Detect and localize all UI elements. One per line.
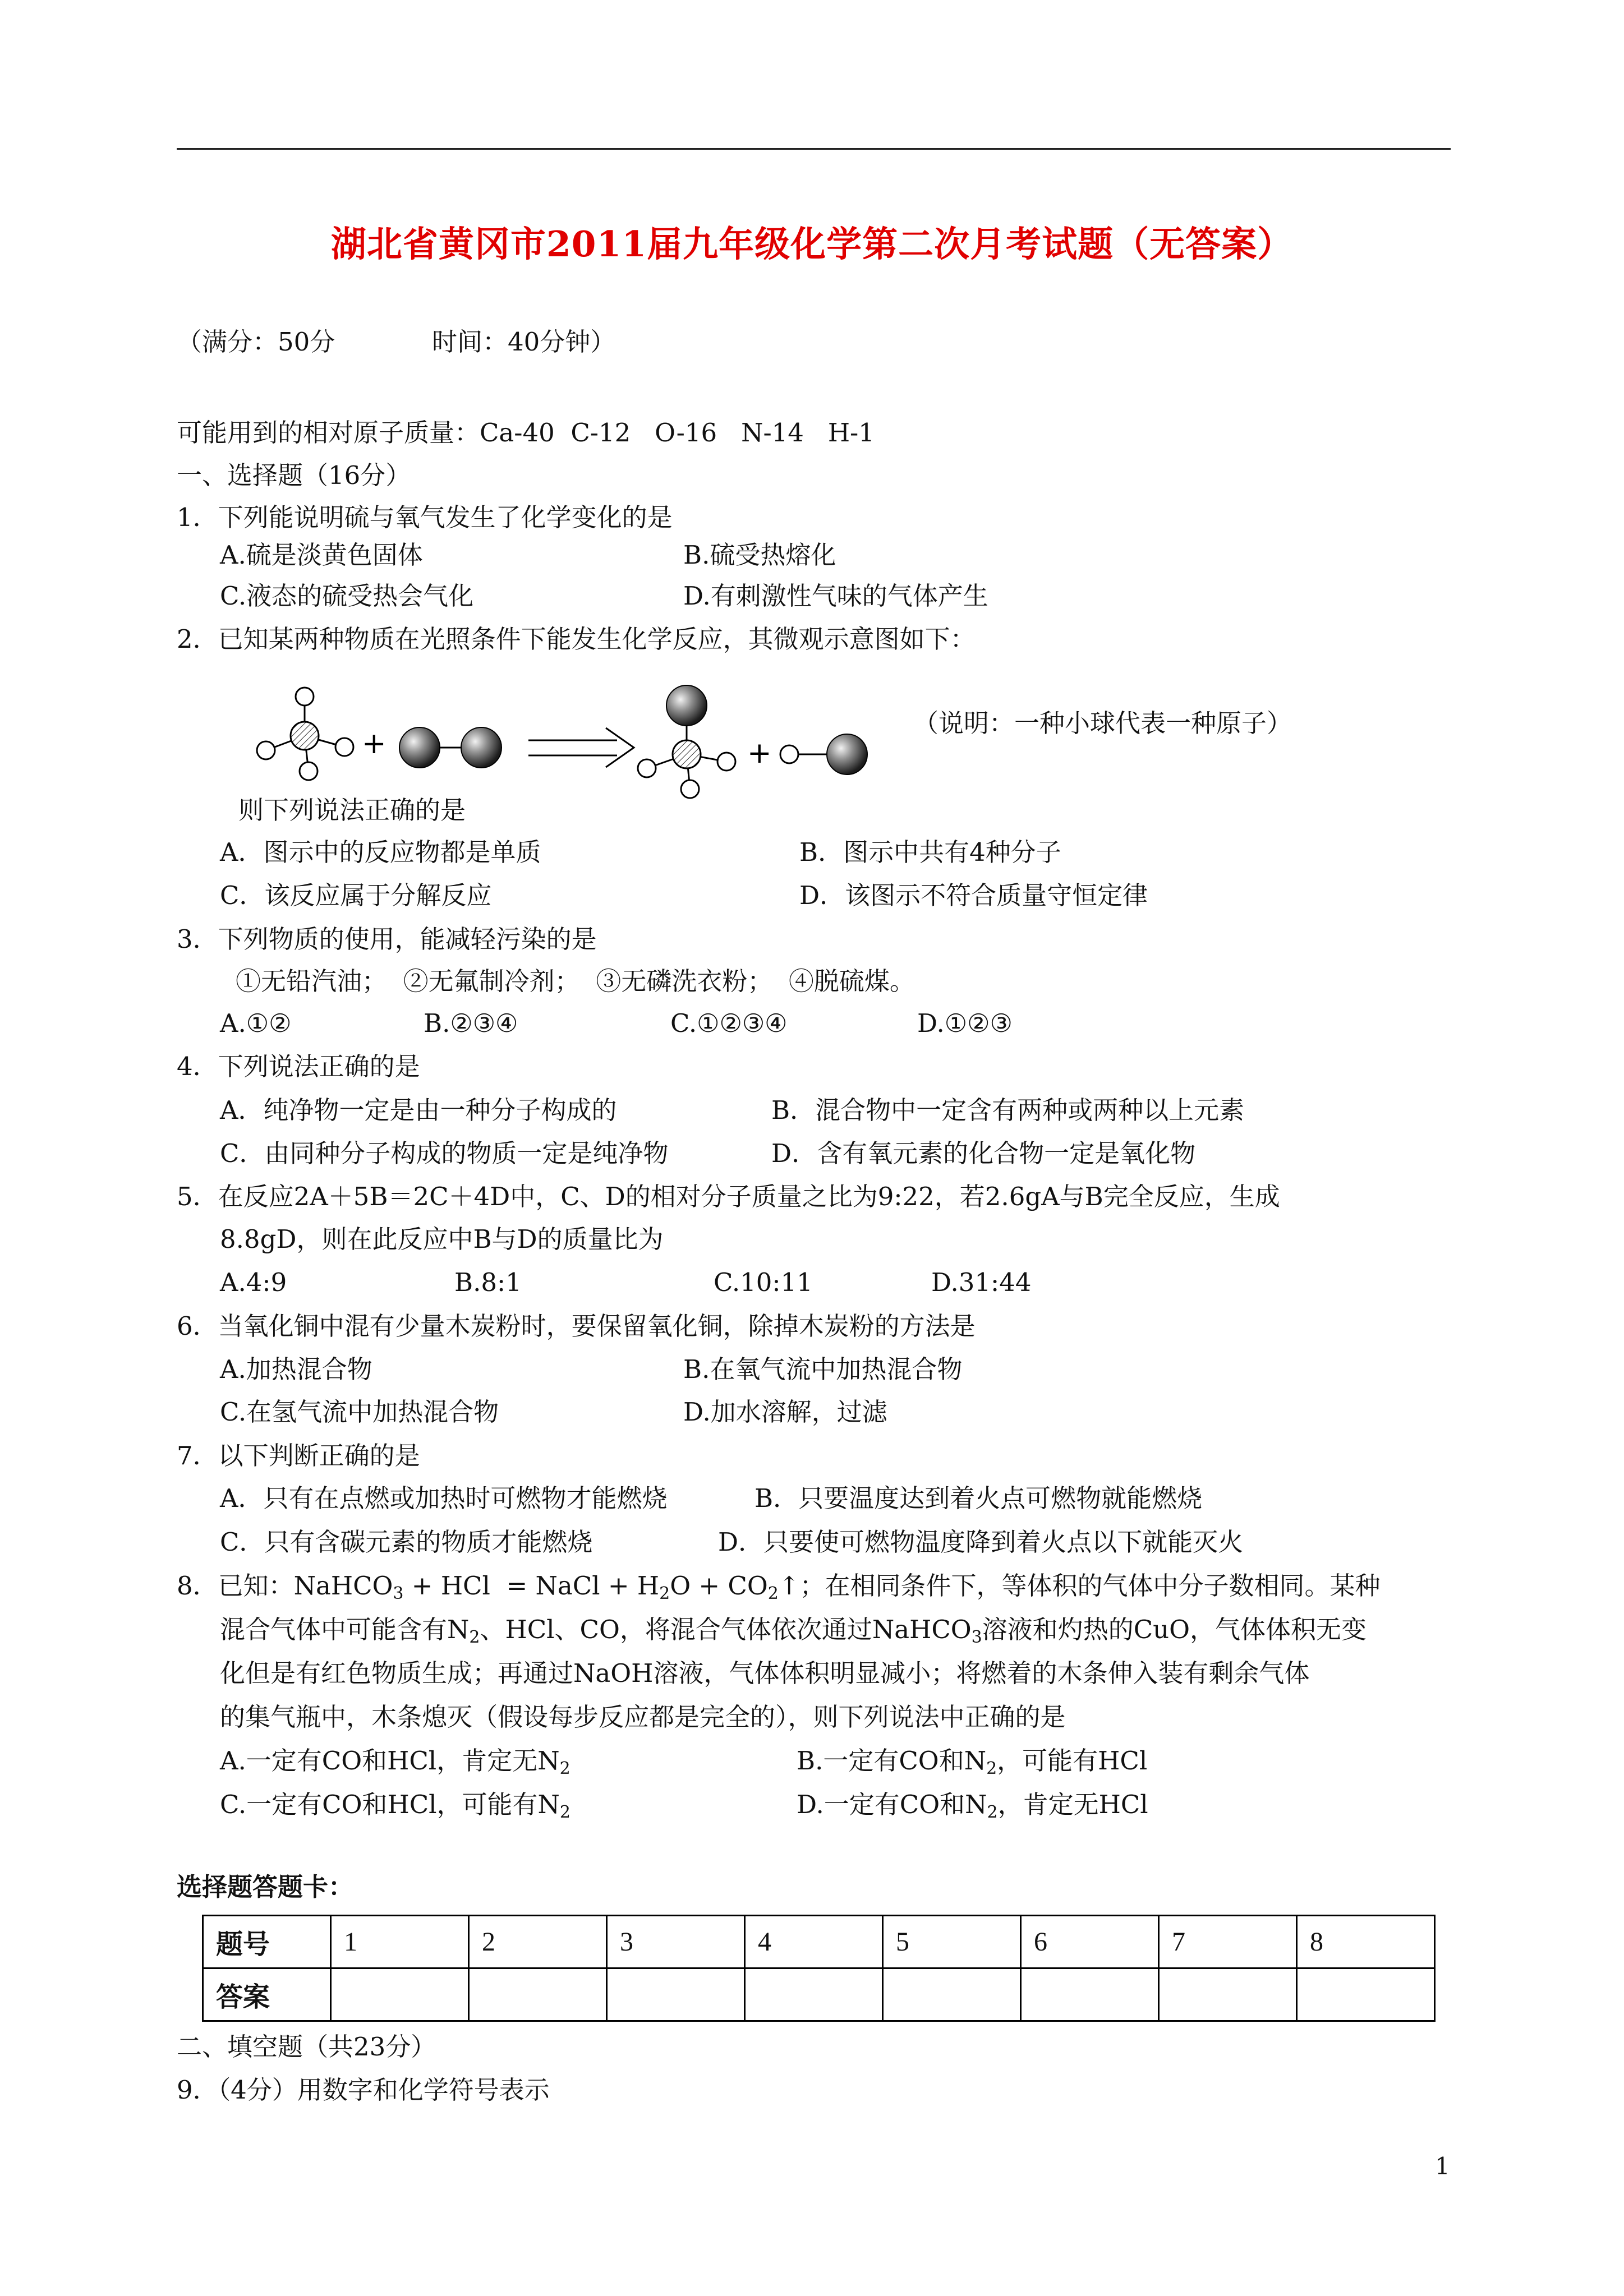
full-score: （满分：50分 [177, 327, 335, 357]
row-header: 答案 [203, 1968, 331, 2021]
question-number-cell: 4 [745, 1916, 883, 1968]
q1-option-a: A.硫是淡黄色固体 [220, 540, 423, 570]
reactant-molecule-2 [399, 727, 502, 768]
section-2-heading: 二、填空题（共23分） [177, 2032, 436, 2062]
answer-cell[interactable] [469, 1968, 607, 2021]
question-number-cell: 8 [1297, 1916, 1435, 1968]
q4-option-d: D．含有氧元素的化合物一定是氧化物 [771, 1138, 1196, 1168]
q3-items: ①无铅汽油； ②无氟制冷剂； ③无磷洗衣粉； ④脱硫煤。 [236, 966, 915, 996]
q4-stem: 4．下列说法正确的是 [177, 1052, 420, 1081]
plus-sign: + [362, 727, 387, 760]
page-title: 湖北省黄冈市2011届九年级化学第二次月考试题（无答案） [330, 223, 1294, 265]
q2-option-a: A．图示中的反应物都是单质 [220, 837, 541, 867]
q6-option-b: B.在氧气流中加热混合物 [683, 1354, 963, 1384]
question-number-cell: 3 [607, 1916, 745, 1968]
q9-stem: 9．（4分）用数字和化学符号表示 [177, 2075, 550, 2105]
time-limit: 时间：40分钟） [432, 327, 616, 357]
q8-option-b: B.一定有CO和$N_2$，可能有HCl [797, 1746, 1148, 1778]
q3-option-d: D.①②③ [917, 1008, 1013, 1038]
q2-then: 则下列说法正确的是 [238, 795, 466, 825]
q3-option-a: A.①② [220, 1008, 292, 1038]
q6-stem: 6．当氧化铜中混有少量木炭粉时，要保留氧化铜，除掉木炭粉的方法是 [177, 1311, 976, 1341]
q5-option-b: B.8:1 [454, 1267, 522, 1297]
answer-row [203, 1968, 1435, 2021]
q7-option-b: B．只要温度达到着火点可燃物就能燃烧 [755, 1483, 1203, 1513]
q6-option-c: C.在氢气流中加热混合物 [220, 1397, 499, 1427]
answer-card-table [202, 1915, 1436, 2022]
answer-cell[interactable] [1297, 1968, 1435, 2021]
q6-option-a: A.加热混合物 [220, 1354, 372, 1384]
q4-option-b: B．混合物中一定含有两种或两种以上元素 [771, 1095, 1245, 1125]
q2-option-b: B．图示中共有4种分子 [799, 837, 1061, 867]
reactant-molecule-1 [257, 688, 353, 780]
question-number-cell: 5 [883, 1916, 1021, 1968]
q1-option-c: C.液态的硫受热会气化 [220, 581, 474, 611]
header-rule [177, 148, 1451, 150]
q8-stem-line-2: 混合气体中可能含有$N_2$、HCl、CO，将混合气体依次通过NaHCO$_3$溶液和灼热的CuO，气体体积无变 [220, 1615, 1367, 1647]
question-number-cell: 6 [1021, 1916, 1159, 1968]
q2-diagram-note: （说明：一种小球代表一种原子） [913, 708, 1292, 738]
q8-option-d: D.一定有CO和$N_2$，肯定无HCl [797, 1790, 1148, 1822]
row-header: 题号 [203, 1916, 331, 1968]
answer-cell[interactable] [331, 1968, 469, 2021]
answer-cell[interactable] [883, 1968, 1021, 2021]
q5-option-a: A.4:9 [220, 1267, 287, 1297]
q7-option-c: C．只有含碳元素的物质才能燃烧 [220, 1527, 593, 1557]
q7-option-a: A．只有在点燃或加热时可燃物才能燃烧 [220, 1483, 668, 1513]
q8-stem-line-3: 化但是有红色物质生成；再通过NaOH溶液，气体体积明显减小；将燃着的木条伸入装有剩余气体 [220, 1658, 1310, 1688]
q3-option-b: B.②③④ [424, 1008, 518, 1038]
q4-option-a: A．纯净物一定是由一种分子构成的 [220, 1095, 617, 1125]
question-number-cell: 1 [331, 1916, 469, 1968]
q2-stem: 2．已知某两种物质在光照条件下能发生化学反应，其微观示意图如下： [177, 624, 976, 654]
q7-option-d: D．只要使可燃物温度降到着火点以下就能灭火 [718, 1527, 1244, 1557]
answer-cell[interactable] [745, 1968, 883, 2021]
question-number-cell: 2 [469, 1916, 607, 1968]
product-molecule-1 [638, 685, 735, 798]
product-molecule-2 [780, 734, 867, 774]
q6-option-d: D.加水溶解，过滤 [683, 1397, 887, 1427]
q8-option-c: C.一定有CO和HCl，可能有$N_2$ [220, 1790, 571, 1822]
q5-stem-line-1: 5．在反应2A＋5B＝2C＋4D中，C、D的相对分子质量之比为9:22，若2.6gA与B完全反应，生成 [177, 1182, 1280, 1211]
q8-stem-line-1: 8．已知：NaHCO$_3$ + HCl = NaCl + $H_2O$ + $CO_2↑$；在相同条件下，等体积的气体中分子数相同。某种 [177, 1571, 1381, 1603]
answer-card-label: 选择题答题卡： [177, 1872, 354, 1902]
answer-cell[interactable] [1021, 1968, 1159, 2021]
question-number-row [203, 1916, 1435, 1968]
q1-option-d: D.有刺激性气味的气体产生 [683, 581, 988, 611]
q8-option-a: A.一定有CO和HCl，肯定无$N_2$ [220, 1746, 571, 1778]
reaction-arrow [528, 728, 634, 767]
q5-option-d: D.31:44 [931, 1267, 1032, 1297]
q3-stem: 3．下列物质的使用，能减轻污染的是 [177, 924, 597, 954]
q2-option-d: D．该图示不符合质量守恒定律 [799, 880, 1148, 910]
q5-option-c: C.10:11 [714, 1267, 813, 1297]
answer-cell[interactable] [1159, 1968, 1297, 2021]
q4-option-c: C．由同种分子构成的物质一定是纯净物 [220, 1138, 669, 1168]
q1-stem: 1．下列能说明硫与氧气发生了化学变化的是 [177, 502, 673, 532]
section-1-heading: 一、选择题（16分） [177, 460, 411, 490]
q2-option-c: C．该反应属于分解反应 [220, 880, 492, 910]
answer-cell[interactable] [607, 1968, 745, 2021]
q5-stem-line-2: 8.8gD，则在此反应中B与D的质量比为 [220, 1224, 664, 1254]
reaction-diagram [247, 673, 892, 813]
page-number: 1 [1435, 2152, 1450, 2180]
q8-stem-line-4: 的集气瓶中，木条熄灭（假设每步反应都是完全的），则下列说法中正确的是 [220, 1702, 1066, 1732]
atomic-masses: 可能用到的相对原子质量：Ca-40 C-12 O-16 N-14 H-1 [177, 418, 875, 448]
q1-option-b: B.硫受热熔化 [683, 540, 836, 570]
question-number-cell: 7 [1159, 1916, 1297, 1968]
plus-sign: + [747, 736, 772, 770]
q7-stem: 7．以下判断正确的是 [177, 1441, 420, 1470]
q3-option-c: C.①②③④ [670, 1008, 788, 1038]
